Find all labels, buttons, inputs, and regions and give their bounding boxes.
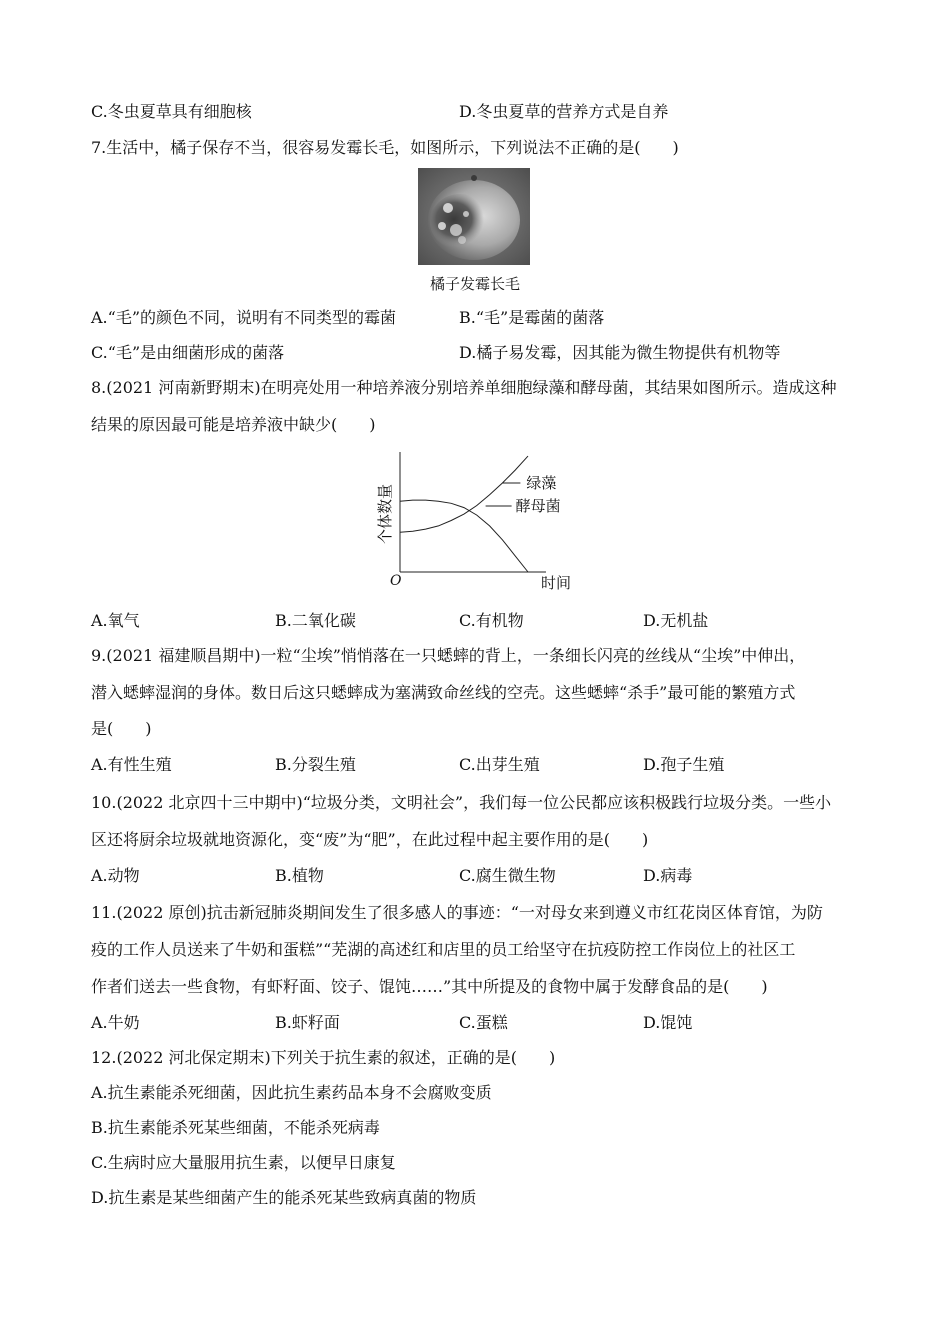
q9-option-d: D.孢子生殖 bbox=[643, 755, 725, 774]
q7-option-c: C.“毛”是由细菌形成的菌落 bbox=[91, 343, 285, 362]
q7-option-b: B.“毛”是霉菌的菌落 bbox=[459, 308, 605, 327]
q9-option-a: A.有性生殖 bbox=[91, 755, 172, 774]
q12-option-c: C.生病时应大量服用抗生素，以便早日康复 bbox=[91, 1153, 396, 1172]
y-axis-label: 个体数量 bbox=[376, 483, 394, 545]
q9-stem-line1: 9.(2021 福建顺昌期中)一粒“尘埃”悄悄落在一只蟋蟀的背上，一条细长闪亮的丝线从“尘埃”中伸出， bbox=[91, 646, 806, 665]
q12-stem: 12.(2022 河北保定期末)下列关于抗生素的叙述，正确的是( ) bbox=[91, 1048, 556, 1067]
q7-stem: 7.生活中，橘子保存不当，很容易发霉长毛，如图所示，下列说法不正确的是( ) bbox=[91, 138, 679, 157]
q11-option-c: C.蛋糕 bbox=[459, 1013, 508, 1032]
origin-label: O bbox=[390, 573, 402, 589]
q8-option-b: B.二氧化碳 bbox=[275, 611, 356, 630]
series-line-algae bbox=[400, 456, 528, 532]
q8-option-c: C.有机物 bbox=[459, 611, 524, 630]
q9-stem-line2: 潜入蟋蟀湿润的身体。数日后这只蟋蟀成为塞满致命丝线的空壳。这些蟋蟀“杀手”最可能的繁殖方式 bbox=[91, 683, 796, 702]
q8-option-a: A.氧气 bbox=[91, 611, 140, 630]
q11-stem-line1: 11.(2022 原创)抗击新冠肺炎期间发生了很多感人的事迹：“一对母女来到遵义市红花岗区体育馆，为防 bbox=[91, 903, 823, 922]
q10-option-a: A.动物 bbox=[91, 866, 140, 885]
q11-stem-line2: 疫的工作人员送来了牛奶和蛋糕”“芜湖的高述红和店里的员工给坚守在抗疫防控工作岗位上的社区工 bbox=[91, 940, 796, 959]
q7-option-a: A.“毛”的颜色不同，说明有不同类型的霉菌 bbox=[91, 308, 397, 327]
q9-stem-line3: 是( ) bbox=[91, 719, 152, 738]
q12-option-d: D.抗生素是某些细菌产生的能杀死某些致病真菌的物质 bbox=[91, 1188, 477, 1207]
q7-figure-caption: 橘子发霉长毛 bbox=[429, 275, 520, 293]
q9-option-b: B.分裂生殖 bbox=[275, 755, 356, 774]
q7-option-d: D.橘子易发霉，因其能为微生物提供有机物等 bbox=[459, 343, 781, 362]
growth-chart-svg bbox=[360, 452, 590, 600]
q9-option-c: C.出芽生殖 bbox=[459, 755, 540, 774]
moldy-orange-image bbox=[418, 168, 530, 265]
q10-stem-line2: 区还将厨余垃圾就地资源化，变“废”为“肥”，在此过程中起主要作用的是( ) bbox=[91, 830, 649, 849]
q8-option-d: D.无机盐 bbox=[643, 611, 709, 630]
growth-chart bbox=[360, 452, 590, 600]
q10-stem-line1: 10.(2022 北京四十三中期中)“垃圾分类，文明社会”，我们每一位公民都应该积极践行垃圾分类。一些小 bbox=[91, 793, 832, 812]
q10-option-c: C.腐生微生物 bbox=[459, 866, 556, 885]
q6-option-c: C.冬虫夏草具有细胞核 bbox=[91, 102, 252, 121]
q6-option-d: D.冬虫夏草的营养方式是自养 bbox=[459, 102, 669, 121]
q11-option-d: D.馄饨 bbox=[643, 1013, 693, 1032]
x-axis-label: 时间 bbox=[541, 574, 572, 592]
q11-option-b: B.虾籽面 bbox=[275, 1013, 340, 1032]
q12-option-b: B.抗生素能杀死某些细菌，不能杀死病毒 bbox=[91, 1118, 380, 1137]
series-label-yeast: 酵母菌 bbox=[515, 497, 561, 516]
q11-stem-line3: 作者们送去一些食物，有虾籽面、饺子、馄饨……”其中所提及的食物中属于发酵食品的是( ) bbox=[91, 977, 768, 996]
q11-option-a: A.牛奶 bbox=[91, 1013, 140, 1032]
q10-option-b: B.植物 bbox=[275, 866, 324, 885]
moldy-orange-photo bbox=[418, 168, 530, 265]
q12-option-a: A.抗生素能杀死细菌，因此抗生素药品本身不会腐败变质 bbox=[91, 1083, 492, 1102]
series-label-algae: 绿藻 bbox=[526, 473, 557, 492]
q8-stem-line2: 结果的原因最可能是培养液中缺少( ) bbox=[91, 415, 376, 434]
q10-option-d: D.病毒 bbox=[643, 866, 693, 885]
q8-stem-line1: 8.(2021 河南新野期末)在明亮处用一种培养液分别培养单细胞绿藻和酵母菌，其结果如图所示。造成这种 bbox=[91, 378, 837, 397]
series-line-yeast bbox=[400, 500, 528, 572]
